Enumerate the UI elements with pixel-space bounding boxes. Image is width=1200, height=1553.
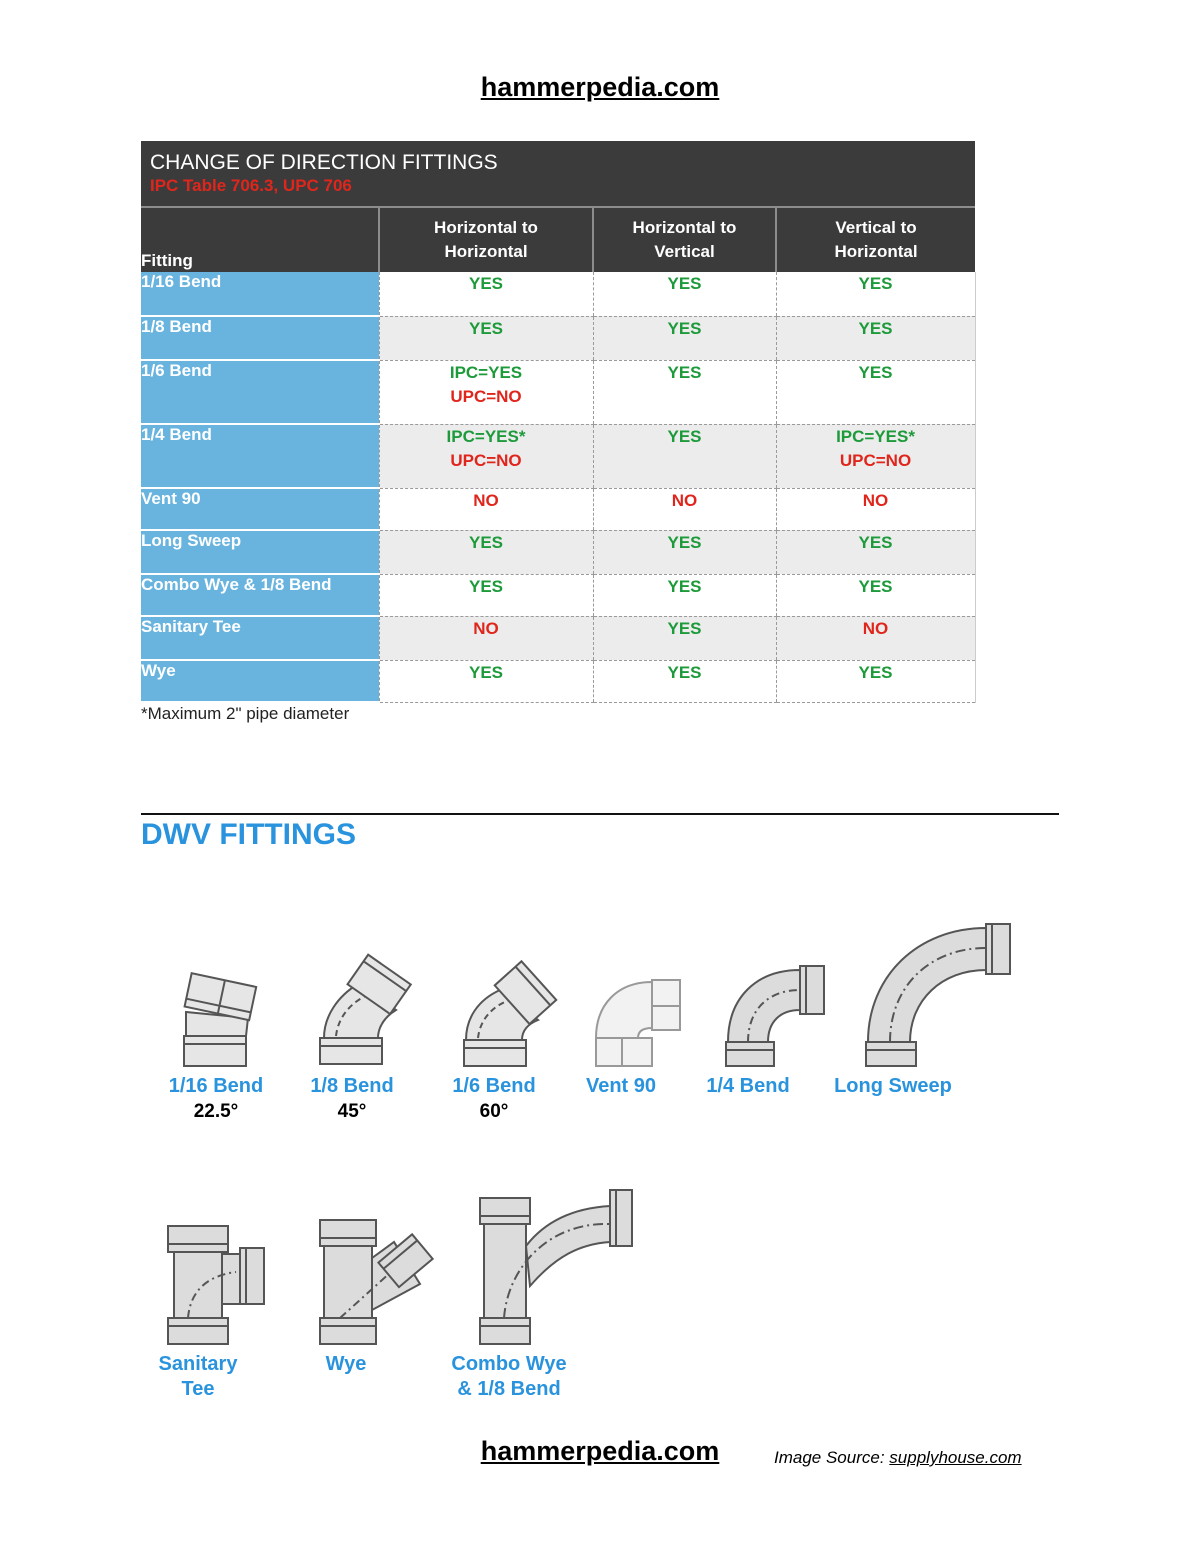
table-row <box>141 316 975 360</box>
vent-90-image <box>592 978 684 1068</box>
table-title-cell <box>141 141 975 207</box>
value-cell: YES <box>593 272 776 316</box>
fitting-name-cell: Combo Wye & 1/8 Bend <box>141 574 379 616</box>
value-cell: YES <box>379 530 593 574</box>
value-cell: YES <box>593 424 776 488</box>
value-cell: YES <box>379 574 593 616</box>
table-row <box>141 574 975 616</box>
label-combo-wye: Combo Wye & 1/8 Bend <box>451 1353 567 1400</box>
value-cell: NO <box>776 616 975 660</box>
image-source-label: Image Source: <box>774 1448 885 1467</box>
value-cell: YES <box>776 316 975 360</box>
table-row <box>141 616 975 660</box>
header-vertical-to-horizontal: Vertical to Horizontal <box>776 207 975 272</box>
table-header-row <box>141 207 975 272</box>
fitting-name-cell: 1/16 Bend <box>141 272 379 316</box>
value-cell: YES <box>379 660 593 702</box>
value-cell: IPC=YES UPC=NO <box>379 360 593 424</box>
fitting-name-cell: Vent 90 <box>141 488 379 530</box>
fitting-name-cell: 1/8 Bend <box>141 316 379 360</box>
label-long-sweep: Long Sweep <box>834 1075 952 1097</box>
table-row <box>141 272 975 316</box>
header-horizontal-to-horizontal: Horizontal to Horizontal <box>379 207 593 272</box>
change-of-direction-table <box>141 141 976 703</box>
value-cell: YES <box>776 272 975 316</box>
table-row <box>141 530 975 574</box>
value-cell: IPC=YES* UPC=NO <box>379 424 593 488</box>
fitting-name-cell: Sanitary Tee <box>141 616 379 660</box>
sixth-bend-image <box>460 964 556 1068</box>
value-cell: YES <box>776 574 975 616</box>
label-sixteenth-bend: 1/16 Bend 22.5° <box>168 1075 264 1122</box>
value-cell: YES <box>776 530 975 574</box>
section-divider <box>141 813 1059 815</box>
fitting-name-cell: Long Sweep <box>141 530 379 574</box>
value-cell: YES <box>776 360 975 424</box>
table-footnote: *Maximum 2" pipe diameter <box>141 704 350 723</box>
value-cell: YES <box>593 574 776 616</box>
label-sixth-bend: 1/6 Bend 60° <box>452 1075 536 1122</box>
value-cell: YES <box>776 660 975 702</box>
value-cell: NO <box>593 488 776 530</box>
sanitary-tee-image <box>164 1224 268 1346</box>
fitting-name-cell: 1/4 Bend <box>141 424 379 488</box>
fitting-name-cell: 1/6 Bend <box>141 360 379 424</box>
header-fitting: Fitting <box>141 207 379 272</box>
value-cell: IPC=YES* UPC=NO <box>776 424 975 488</box>
value-cell: YES <box>593 316 776 360</box>
header-horizontal-to-vertical: Horizontal to Vertical <box>593 207 776 272</box>
site-link-bottom[interactable]: hammerpedia.com <box>480 1436 720 1466</box>
quarter-bend-image <box>722 964 826 1068</box>
table-row <box>141 488 975 530</box>
table-row <box>141 424 975 488</box>
wye-image <box>316 1218 430 1346</box>
value-cell: YES <box>593 360 776 424</box>
long-sweep-image <box>862 920 1012 1068</box>
value-cell: NO <box>776 488 975 530</box>
table-row <box>141 660 975 702</box>
value-cell: YES <box>593 530 776 574</box>
site-link-top[interactable]: hammerpedia.com <box>480 72 720 102</box>
eighth-bend-image <box>316 956 412 1068</box>
image-source <box>774 1448 1022 1468</box>
label-sanitary-tee: Sanitary Tee <box>158 1353 238 1400</box>
image-source-link[interactable]: supplyhouse.com <box>889 1448 1022 1467</box>
table-subtitle: IPC Table 706.3, UPC 706 <box>150 176 352 195</box>
label-vent-90: Vent 90 <box>585 1075 657 1097</box>
value-cell: YES <box>379 316 593 360</box>
section-title: DWV FITTINGS <box>141 818 356 851</box>
table-row <box>141 360 975 424</box>
value-cell: NO <box>379 616 593 660</box>
value-cell: YES <box>593 616 776 660</box>
table-title: CHANGE OF DIRECTION FITTINGS <box>150 151 498 174</box>
sixteenth-bend-image <box>178 972 268 1070</box>
label-eighth-bend: 1/8 Bend 45° <box>310 1075 394 1122</box>
label-wye: Wye <box>325 1353 367 1375</box>
fitting-name-cell: Wye <box>141 660 379 702</box>
label-quarter-bend: 1/4 Bend <box>706 1075 790 1097</box>
value-cell: NO <box>379 488 593 530</box>
value-cell: YES <box>593 660 776 702</box>
value-cell: YES <box>379 272 593 316</box>
combo-wye-image <box>476 1186 636 1346</box>
